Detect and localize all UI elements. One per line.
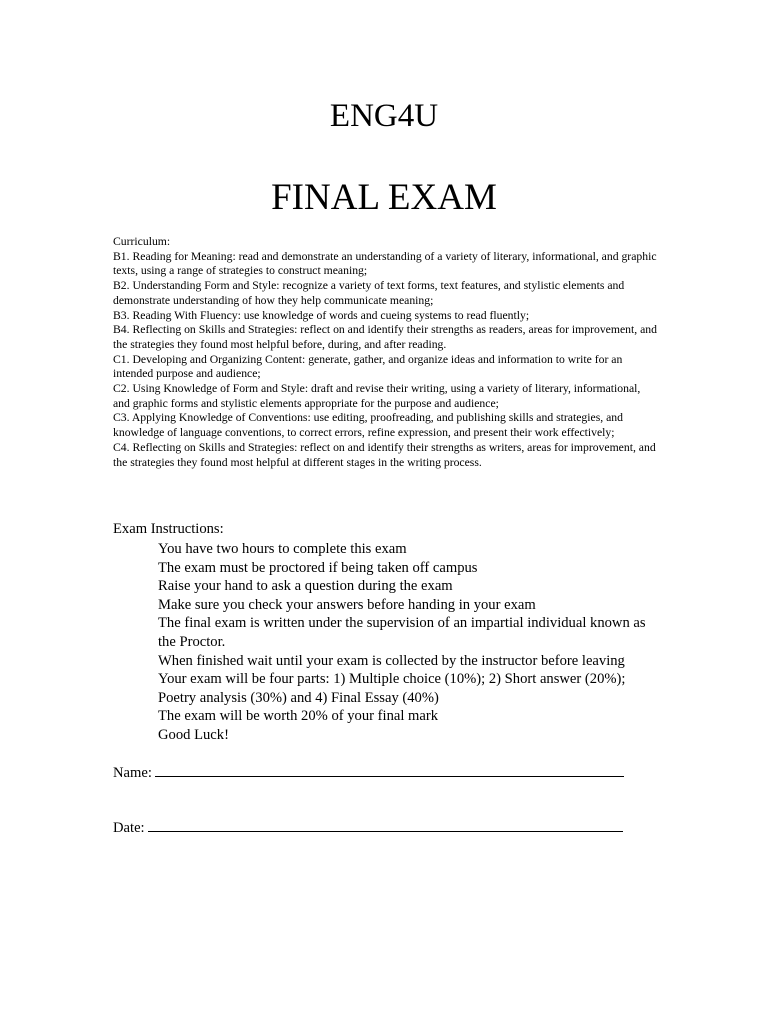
instruction-item: Raise your hand to ask a question during the exam xyxy=(158,578,453,595)
instruction-item: The exam must be proctored if being taken off campus xyxy=(158,559,478,576)
name-field xyxy=(113,763,624,783)
exam-title: FINAL EXAM xyxy=(271,177,497,218)
instruction-item: Make sure you check your answers before handing in your exam xyxy=(158,596,536,613)
instruction-item: When finished wait until your exam is collected by the instructor before leaving xyxy=(158,652,625,669)
curriculum-item-b3: B3. Reading With Fluency: use knowledge of words and cueing systems to read fluently; xyxy=(113,308,530,322)
instructions-list xyxy=(158,540,658,745)
instruction-item: You have two hours to complete this exam xyxy=(158,541,407,557)
date-field xyxy=(113,818,623,838)
instruction-item: The exam will be worth 20% of your final mark xyxy=(158,708,439,725)
instructions-heading: Exam Instructions: xyxy=(113,521,224,537)
course-code: ENG4U xyxy=(329,98,439,134)
curriculum-item-c4: C4. Reflecting on Skills and Strategies: reflect on and identify their strengths as writers, areas for improvement, and the strategies they found most helpful at different stages in the writing process. xyxy=(113,440,656,469)
curriculum-heading: Curriculum: xyxy=(113,235,171,248)
name-line xyxy=(155,763,624,777)
instruction-item: Your exam will be four parts: 1) Multiple choice (10%); 2) Short answer (20%); Poetry analysis (30%) and 4) Final Essay (40%) xyxy=(158,671,626,706)
instruction-item: The final exam is written under the supervision of an impartial individual known as the Proctor. xyxy=(158,615,646,650)
curriculum-item-c1: C1. Developing and Organizing Content: generate, gather, and organize ideas and information to write for an intended purpose and audience; xyxy=(113,352,623,381)
curriculum-item-c3: C3. Applying Knowledge of Conventions: use editing, proofreading, and publishing skills and strategies, and knowledge of language conventions, to correct errors, refine expression, and present their work effectively; xyxy=(113,411,623,440)
curriculum-item-b4: B4. Reflecting on Skills and Strategies: reflect on and identify their strengths as readers, areas for improvement, and the strategies they found most helpful before, during, and after reading. xyxy=(113,323,657,351)
curriculum-item-b1: B1. Reading for Meaning: read and demonstrate an understanding of a variety of literary, informational, and graphic texts, using a range of strategies to construct meaning; xyxy=(113,249,657,278)
curriculum-section xyxy=(113,235,658,470)
instruction-item: Good Luck! xyxy=(158,726,229,743)
curriculum-item-c2: C2. Using Knowledge of Form and Style: draft and revise their writing, using a variety of literary, informational, and graphic forms and stylistic elements appropriate for the purpose and audience; xyxy=(113,382,641,410)
name-label: Name: xyxy=(113,765,152,781)
date-line xyxy=(148,818,623,832)
date-label: Date: xyxy=(113,820,145,836)
curriculum-item-b2: B2. Understanding Form and Style: recognize a variety of text forms, text features, and stylistic elements and demonstrate understanding of how they help communicate meaning; xyxy=(113,279,625,307)
